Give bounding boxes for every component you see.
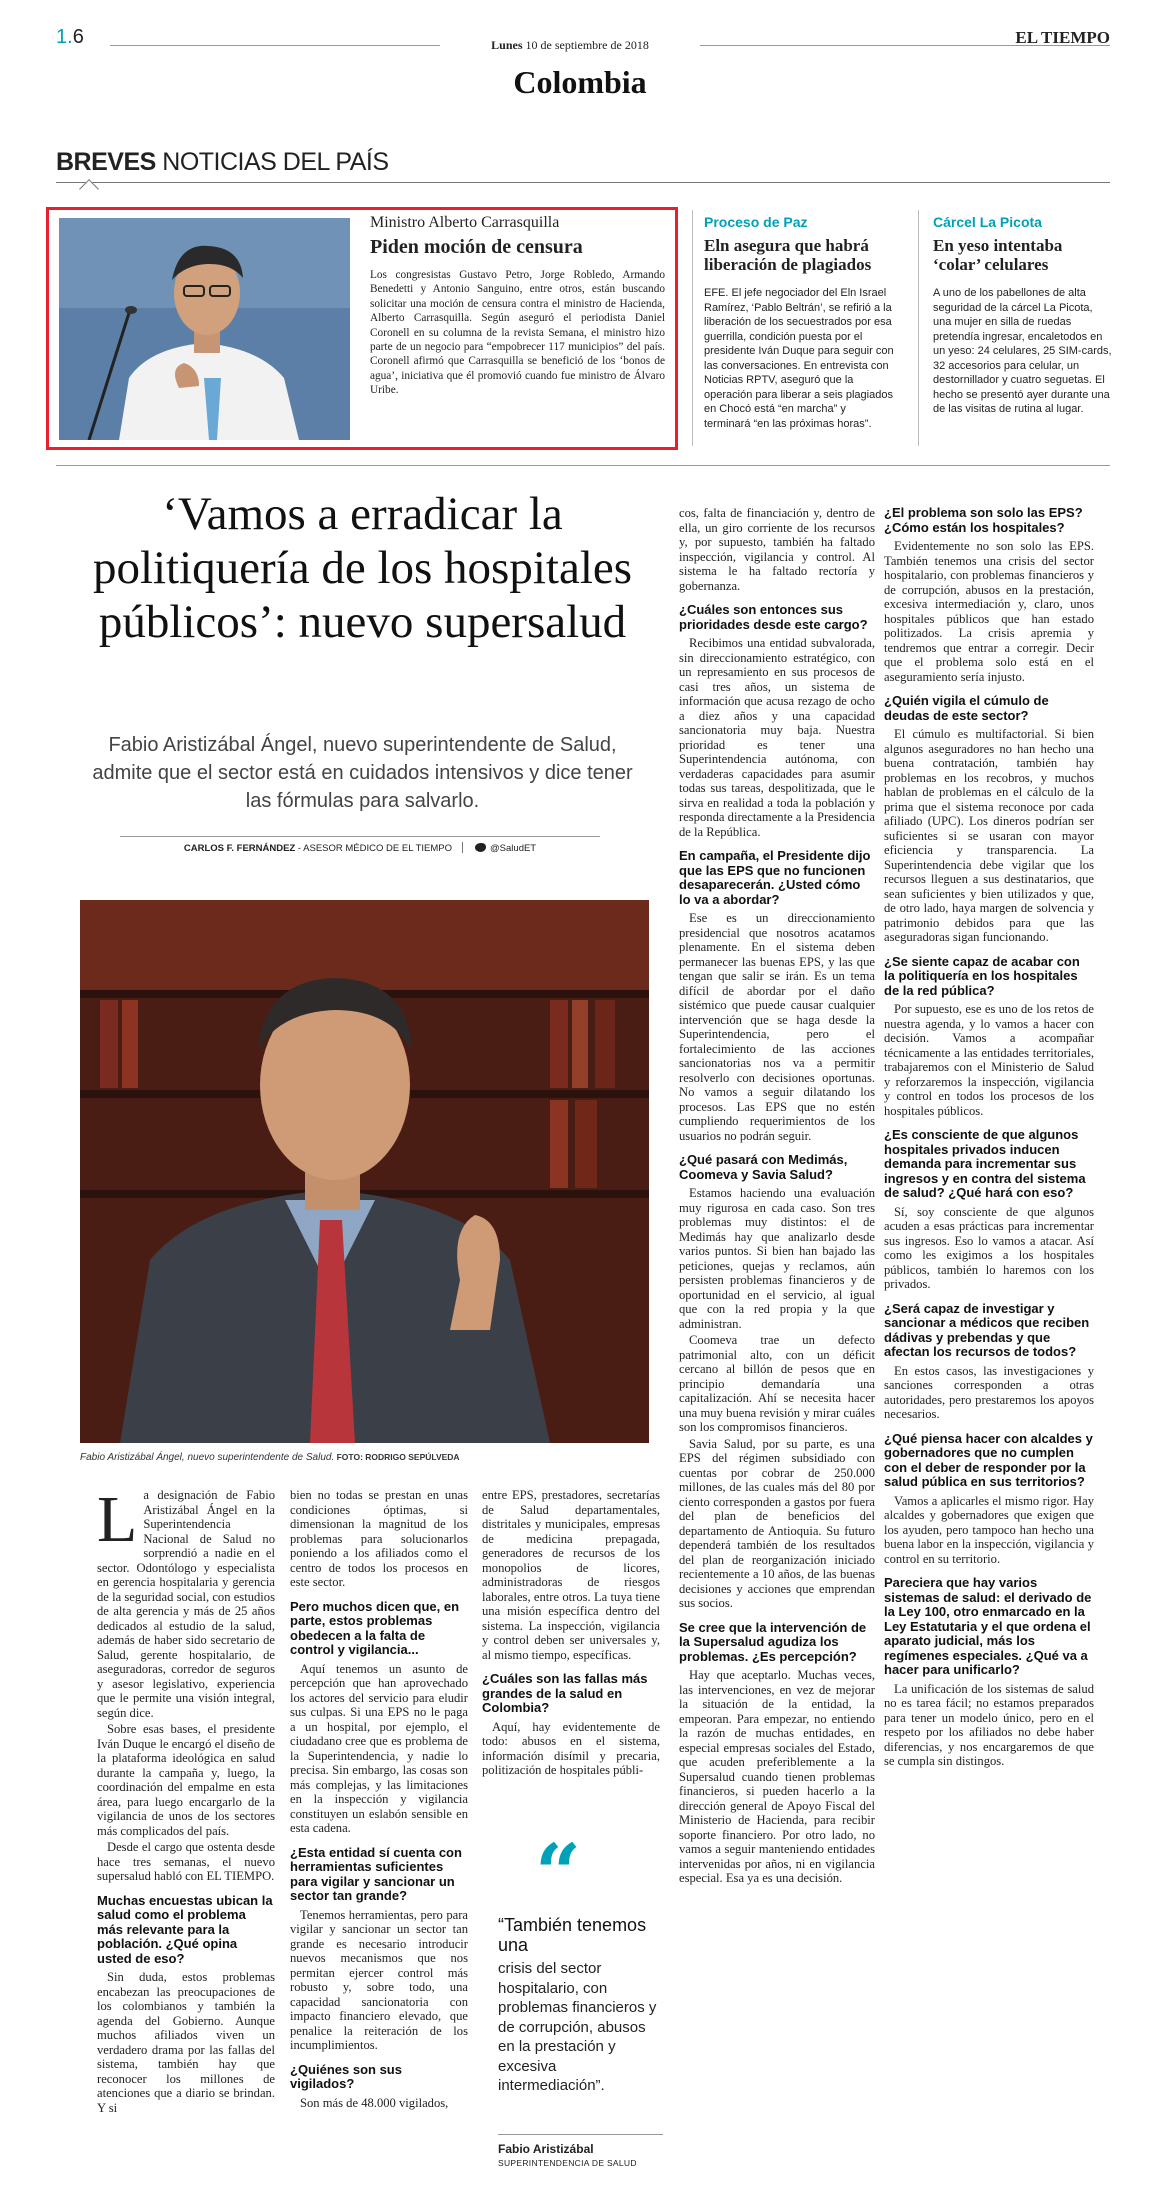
breves-bottom-rule <box>56 465 1110 466</box>
paragraph: La unificación de los sistemas de salud no es tarea fácil; no estamos preparados para tener un modelo único, pero en el respeto por los afiliados no debe haber diferencias, y nos encargaremos de que se cumpla sin distingos. <box>884 1681 1094 1768</box>
pull-quote-rule <box>498 2134 663 2135</box>
date-line <box>440 38 700 53</box>
paragraph: cos, falta de financiación y, dentro de ella, un giro corriente de los recursos y, por supuesto, también ha faltado inspección, vigilancia y control. Al sistema le ha faltado rectoría y gobernanza. <box>679 506 875 593</box>
pull-quote-text: crisis del sector hospitalario, con problemas financieros y de corrupción, abusos en la prestación y excesiva intermediación”. <box>498 1960 657 2094</box>
date-day: Lunes <box>491 38 523 52</box>
caption-text: Fabio Aristizábal Ángel, nuevo superintendente de Salud. <box>80 1452 335 1463</box>
breve-body: A uno de los pabellones de alta seguridad de la cárcel La Picota, una mujer en silla de ruedas pretendía ingresar, encaletodos en un yeso: 24 celulares, 25 SIM-cards, 32 accesorios para celular, un destornillador y cuatro seguetas. El hecho se presentó ayer durante una de las visitas de rutina al lugar. <box>933 287 1112 415</box>
section-title: Colombia <box>513 64 647 100</box>
paragraph: Evidentemente no son solo las EPS. También tenemos una crisis del sector hospitalario, con problemas financieros y de corrupción, abusos en la prestación, excesiva intermediación y, claro, unos hospitales públicos que han estado politizados. La crisis apremia y tendremos que entrar a corregir. Decir que el problema solo está en el aseguramiento sería injusto. <box>884 539 1094 684</box>
interview-question: ¿Esta entidad sí cuenta con herramientas suficientes para vigilar y sancionar un sector tan grande? <box>290 1844 462 1903</box>
pull-quote-author: Fabio Aristizábal <box>498 2142 594 2156</box>
interview-question: ¿Quién vigila el cúmulo de deudas de este sector? <box>884 693 1049 723</box>
interview-question: En campaña, el Presidente dijo que las EPS que no funcionen desaparecerán. ¿Usted cómo lo va a abordar? <box>679 848 871 907</box>
paragraph: Por supuesto, ese es uno de los retos de nuestra agenda, y lo vamos a hacer con decisión. Vamos a acompañar técnicamente a las entidades territoriales, trabajaremos con el Ministerio de Salud y reforzaremos la inspección, vigilancia y control en todos los procesos de los hospitales públicos. <box>884 1002 1094 1118</box>
interview-question: ¿Cuáles son las fallas más grandes de la salud en Colombia? <box>482 1671 648 1715</box>
twitter-handle[interactable]: @SaludET <box>490 843 537 854</box>
byline-name: CARLOS F. FERNÁNDEZ <box>183 843 296 854</box>
article-column-3 <box>482 1488 660 1780</box>
article-column-4 <box>679 506 875 1888</box>
page-number-suffix: 6 <box>72 26 84 48</box>
breves-heading <box>56 148 389 177</box>
paragraph: Coomeva trae un defecto patrimonial alto, con un déficit cercano al billón de pesos que en principio demandaría una capitalización. Ahí se necesita hacer una muy buena revisión y mirar cuáles son los compromisos financieros. <box>679 1333 875 1434</box>
interview-question: ¿Es consciente de que algunos hospitales privados inducen demanda para incrementar sus ingresos y en contra del sistema de salud? ¿Qué hará con eso? <box>884 1127 1086 1200</box>
superintendent-photo-illustration <box>80 900 649 1443</box>
column-divider <box>692 210 693 446</box>
article-column-1 <box>97 1483 275 2117</box>
photo-credit: FOTO: RODRIGO SEPÚLVEDA <box>334 1452 460 1462</box>
minister-photo-illustration <box>59 218 350 440</box>
twitter-icon <box>475 843 486 852</box>
brand-logo[interactable]: EL TIEMPO <box>1015 28 1110 47</box>
article-headline[interactable]: ‘Vamos a erradicar la politiquería de los hospitales públicos’: nuevo supersalud <box>92 488 633 648</box>
interview-question: Pareciera que hay varios sistemas de salud: el derivado de la Ley 100, otro enmarcado en la Ley Estatutaria y el que ordena el aparato judicial, más los regímenes especiales. ¿Qué va a hacer para unificarlo? <box>884 1575 1092 1677</box>
breve-title[interactable]: Eln asegura que habrá liberación de plagiados <box>704 236 872 274</box>
paragraph: a designación de Fabio Aristizábal Ángel en la Superintendencia Nacional de Salud no sorprendió a nadie en el sector. Odontólogo y especialista en gerencia hospitalaria y gerencia de la seguridad social, con estudios de alta gerencia y más de 25 años dedicados al estudio de la salud, además de haber sido secretario de Salud, gerente hospitalario, de aseguradoras, corredor de seguros y asesor legislativo, experiencia que le permite una visión integral, según dice. <box>97 1488 275 1720</box>
breve-main-body: Los congresistas Gustavo Petro, Jorge Robledo, Armando Benedetti y Antonio Sanguino, entre otros, están buscando solicitar una moción de censura contra el ministro de Hacienda, Alberto Carrasquilla. Según aseguró el periodista Daniel Coronell en su columna de la revista Semana, el ministro hizo parte de un negocio para “empobrecer 117 municipios” del país. Coronell afirmó que Carrasquilla se benefició de los ‘bonos de agua’, iniciativa que él promovió cuando fue ministro de Álvaro Uribe. <box>370 269 665 397</box>
interview-question: ¿Será capaz de investigar y sancionar a médicos que reciben dádivas y prebendas y que afectan los recursos de todos? <box>884 1300 1090 1359</box>
interview-question: ¿Se siente capaz de acabar con la politiquería en los hospitales de la red pública? <box>884 953 1080 998</box>
byline-rule <box>120 836 600 837</box>
paragraph: entre EPS, prestadores, secretarías de Salud departamentales, distritales y municipales, empresas de medicina prepagada, generadores de recursos de los monopolios de licores, administradoras de riesgos laborales, entre otros. La tuya tiene una misión específica dentro del sistema. La inspección, vigilancia y control deben ser universales y, al mismo tiempo, específicas. <box>482 1488 660 1662</box>
pull-quote-role: SUPERINTENDENCIA DE SALUD <box>498 2158 637 2168</box>
breve-body: EFE. El jefe negociador del Eln Israel Ramírez, ‘Pablo Beltrán’, se refirió a la liberación de los secuestrados por esa guerrilla, condición puesta por el presidente Iván Duque para seguir con las conversaciones. En entrevista con Noticias RPTV, aseguró que la operación para liberar a seis plagiados en Chocó está “en marcha” y terminará “en las próximas horas”. <box>704 287 894 430</box>
photo-caption <box>80 1452 649 1463</box>
paragraph: Sobre esas bases, el presidente Iván Duque le encargó el diseño de la plataforma ideológica en salud durante la campaña y, luego, la coordinación del empalme en esta área, para luego encargarlo de la vigilancia de unos de los sectores más complicados del país. <box>97 1722 275 1838</box>
breves-rule <box>56 182 1110 183</box>
interview-question: ¿Quiénes son sus vigilados? <box>290 2061 402 2091</box>
breve-title[interactable]: En yeso intentaba ‘colar’ celulares <box>933 236 1063 274</box>
paragraph: Sin duda, estos problemas encabezan las preocupaciones de los colombianos y también la agenda del Gobierno. Aunque muchos afiliados viven un verdadero drama por las fallas del sistema, también hay que reconocer los millones de atenciones que a diario se brindan. Y si <box>97 1970 275 2115</box>
breve-kicker: Proceso de Paz <box>704 214 808 230</box>
interview-question: ¿Qué pasará con Medimás, Coomeva y Savia Salud? <box>679 1152 848 1182</box>
article-column-5 <box>884 506 1094 1771</box>
breve-main-kicker: Ministro Alberto Carrasquilla <box>370 214 560 231</box>
page-number-prefix: 1. <box>56 26 73 48</box>
paragraph: Vamos a aplicarles el mismo rigor. Hay alcaldes y gobernadores que exigen que los ayuden, pero tampoco han hecho una buena labor en la inspección, vigilancia y control en su territorio. <box>884 1493 1094 1566</box>
interview-question: ¿Qué piensa hacer con alcaldes y gobernadores que no cumplen con el deber de responder por la salud pública en sus territorios? <box>884 1430 1093 1489</box>
breve-la-picota <box>933 214 1113 417</box>
page-number <box>56 26 84 49</box>
masthead-rule <box>110 45 440 46</box>
paragraph: Son más de 48.000 vigilados, <box>300 2095 449 2110</box>
paragraph: bien no todas se prestan en unas condiciones óptimas, si dimensionan la magnitud de los problemas para solucionarlos poniendo a los afiliados como el centro de todos los procesos en este sector. <box>290 1488 468 1589</box>
article-column-2 <box>290 1488 468 2112</box>
byline <box>120 842 600 854</box>
article-subhead: Fabio Aristizábal Ángel, nuevo superintendente de Salud, admite que el sector está en cuidados intensivos y dice tener las fórmulas para salvarlo. <box>92 734 633 812</box>
interview-question: Muchas encuestas ubican la salud como el problema más relevante para la población. ¿Qué opina usted de eso? <box>97 1892 273 1966</box>
quote-icon: “ <box>535 1826 582 1920</box>
paragraph: Ese es un direccionamiento presidencial que nosotros acatamos plenamente. En el sistema deben permanecer las buenas EPS, y las que tengan que salir se irán. Es un tema difícil de abordar por el daño sistémico que puede causar cualquier intervención que se haga desde la Superintendencia, pero el fortalecimiento de las acciones sancionatorias nos va a permitir resolverlo con decisiones oportunas. No vamos a seguir dilatando los procesos. Las EPS que no estén cumpliendo requerimientos de los usuarios no podrán seguir. <box>679 911 875 1143</box>
superintendent-photo <box>80 900 649 1443</box>
paragraph: Savia Salud, por su parte, es una EPS del régimen subsidiado con cuentas por cobrar de 250.000 millones, de las cuales más del 80 por ciento corresponden a gastos por fuera del plan de beneficios del departamento de Antioquia. Su futuro dependerá también de los resultados del plan de reorganización iniciado recientemente a 10 años, de las buenas decisiones y acciones que emprendan sus socios. <box>679 1436 875 1610</box>
breve-kicker: Cárcel La Picota <box>933 214 1042 230</box>
paragraph: Sí, soy consciente de que algunos acuden a esas prácticas para incrementar sus ingresos. Eso lo vamos a atacar. Así como les exigimos a los hospitales públicos, también lo haremos con los privados. <box>884 1204 1094 1291</box>
interview-question: ¿El problema son solo las EPS? ¿Cómo están los hospitales? <box>884 505 1083 535</box>
byline-role: - ASESOR MÉDICO DE EL TIEMPO <box>295 843 453 854</box>
breve-peace-process <box>704 214 894 431</box>
paragraph: Desde el cargo que ostenta desde hace tres semanas, el nuevo supersalud habló con EL TIEMPO. <box>97 1840 275 1883</box>
interview-question: Se cree que la intervención de la Supersalud agudiza los problemas. ¿Es percepción? <box>679 1619 867 1664</box>
breve-main-title[interactable]: Piden moción de censura <box>370 236 583 258</box>
paragraph: Aquí, hay evidentemente de todo: abusos en el sistema, información disímil y precaria, politización de hospitales públi- <box>482 1719 660 1777</box>
minister-photo <box>59 218 350 440</box>
paragraph: El cúmulo es multifactorial. Si bien algunos aseguradores no han hecho una buena contratación, también hay problemas en los recobros, y muchos hablan de problemas en el cálculo de la prima que el sistema reconoce por cada afiliado (UPC). Los dineros podrían ser suficientes si se usaran con mayor eficiencia y transparencia. La Superintendencia debe vigilar que los recursos lleguen a sus destinatarios, que sean suficientes y bien utilizados y que, de otro lado, haya margen de solvencia y patrimonio debidos para que las aseguradoras sigan funcionando. <box>884 727 1094 944</box>
interview-question: ¿Cuáles son entonces sus prioridades desde este cargo? <box>679 602 868 632</box>
paragraph: Tenemos herramientas, pero para vigilar y sancionar un sector tan grande es necesario introducir nuevos mecanismos que nos permitan ejercer control más robusto y, sobre todo, una capacidad sancionatoria con impacto financiero elevado, que penalice la reiteración de los incumplimientos. <box>290 1907 468 2052</box>
paragraph: Aquí tenemos un asunto de percepción que han aprovechado los actores del servicio para eludir sus culpas. Si una EPS no le paga a un hospital, por ejemplo, el ciudadano cree que es problema de la Superintendencia, y nadie lo precisa. Sin embargo, las cosas son más complejas, y las limitaciones en la inspección y vigilancia constituyen un eslabón sensible en esta cadena. <box>290 1661 468 1835</box>
breves-heading-bold: BREVES <box>56 148 156 176</box>
drop-cap: L <box>97 1483 138 1556</box>
paragraph: Recibimos una entidad subvalorada, sin direccionamiento estratégico, con un represamiento en sus procesos de casi tres años, un sistema de información que acusa rezago de ocho a diez años y una capacidad sancionatoria muy baja. Nuestra prioridad es tener una Superintendencia autónoma, con verdaderas capacidades para asumir todas sus tareas, despolitizada, que le sirva en realidad a toda la población y responda directamente a la Presidencia de la República. <box>679 636 875 839</box>
column-divider <box>918 210 919 446</box>
paragraph: En estos casos, las investigaciones y sanciones corresponden a otras autoridades, pero prestaremos los apoyos necesarios. <box>884 1363 1094 1421</box>
breves-heading-light: NOTICIAS DEL PAÍS <box>155 148 389 176</box>
paragraph: Hay que aceptarlo. Muchas veces, las intervenciones, en vez de mejorar la situación de la entidad, la empeoran. Para empezar, no entiendo la razón de muchas entidades, en especial empresas sociales del Estado, que acuden preferiblemente a la Supersalud cuando tienen problemas financieros, si pueden hacerlo a la dirección general de Apoyo Fiscal del Ministerio de Hacienda, para recibir soporte financiero. Por otro lado, no vamos a seguir manteniendo entidades intervenidas por años, ni en vigilancia especial. Esa ya es una decisión. <box>679 1668 875 1885</box>
paragraph: Estamos haciendo una evaluación muy rigurosa en cada caso. Son tres problemas muy distintos: el de Medimás hay que analizarlo desde varios puntos. Si bien han bajado las peticiones, quejas y reclamos, aún persisten problemas financieros y de oportunidad en el servicio, al igual que con la red propia y la que administran. <box>679 1186 875 1331</box>
pull-quote-lead: “También tenemos una <box>498 1915 647 1955</box>
interview-question: Pero muchos dicen que, en parte, estos problemas obedecen a la falta de control y vigilancia... <box>290 1598 460 1657</box>
byline-separator <box>462 842 463 853</box>
date-rest: 10 de septiembre de 2018 <box>522 38 649 52</box>
